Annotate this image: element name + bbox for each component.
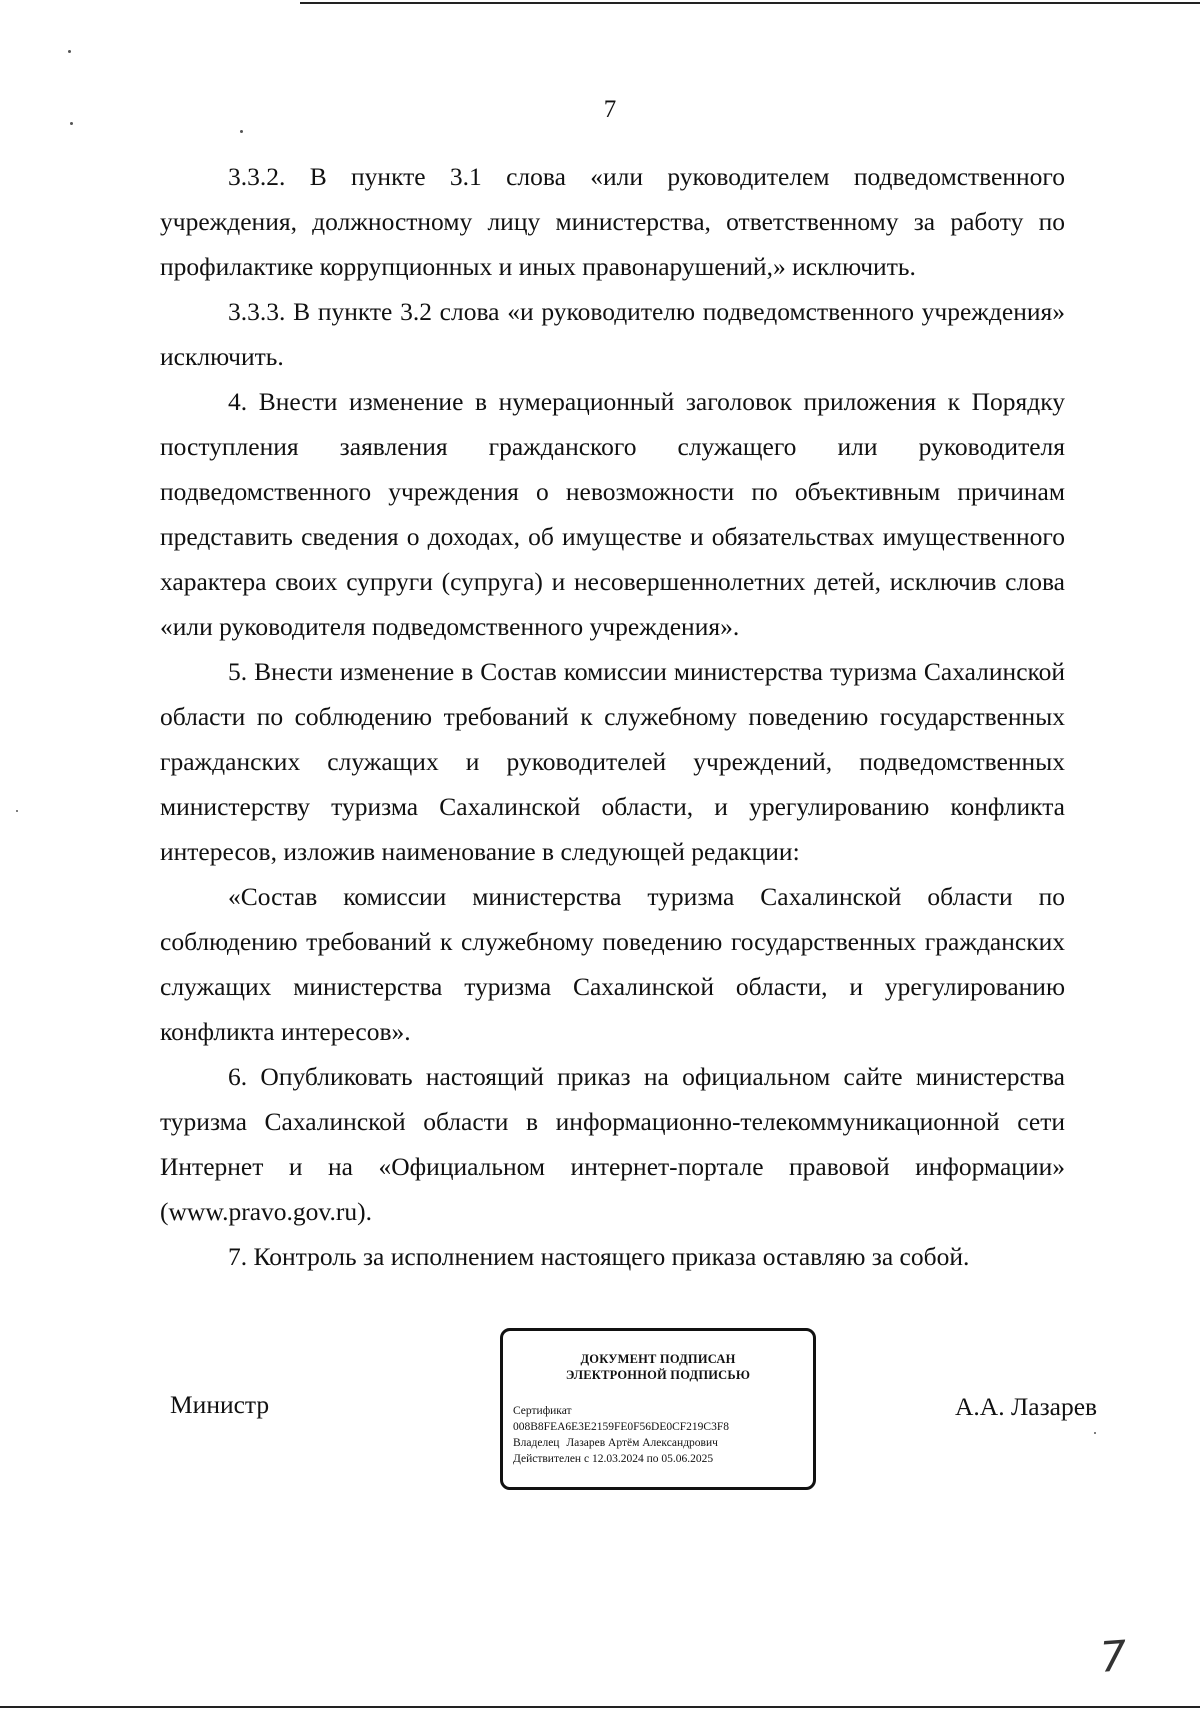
validity-row: Действителен с 12.03.2024 по 05.06.2025 <box>513 1453 714 1465</box>
stamp-details <box>513 1403 803 1467</box>
certificate-row <box>513 1403 803 1435</box>
certificate-value: 008B8FEA6E3E2159FE0F56DE0CF219C3F8 <box>513 1421 729 1433</box>
paragraph-3-3-3: 3.3.3. В пункте 3.2 слова «и руководителю подведомственного учреждения» исключить. <box>160 297 1065 371</box>
certificate-label: Сертификат <box>513 1405 572 1417</box>
paragraph-4: 4. Внести изменение в нумерационный заголовок приложения к Порядку поступления заявления гражданского служащего или руководителя подведомственного учреждения о невозможности по объективным причинам представить сведения о доходах, об имуществе и обязательствах имущественного характера своих супруги (супруга) и несовершеннолетних детей, исключив слова «или руководителя подведомственного учреждения». <box>160 387 1065 641</box>
signature-block <box>0 1328 1200 1488</box>
stamp-header-line-2: ЭЛЕКТРОННОЙ ПОДПИСЬЮ <box>565 1368 751 1382</box>
stamp-header <box>503 1351 813 1383</box>
paragraph-7: 7. Контроль за исполнением настоящего приказа оставляю за собой. <box>228 1242 970 1271</box>
signatory-name: А.А. Лазарев <box>955 1392 1098 1421</box>
owner-row <box>513 1435 803 1451</box>
page-number: 7 <box>603 96 617 123</box>
paragraph-5: 5. Внести изменение в Состав комиссии министерства туризма Сахалинской области по соблюдению требований к служебному поведению государственных гражданских служащих и руководителей учреждений, подведомственных министерству туризма Сахалинской области, и урегулированию конфликта интересов, изложив наименование в следующей редакции: <box>160 657 1065 866</box>
scan-speck <box>70 122 73 125</box>
paragraph-6: 6. Опубликовать настоящий приказ на официальном сайте министерства туризма Сахалинской области в информационно-телекоммуникационной сети Интернет и на «Официальном интернет-портале правовой информации» (www.pravo.gov.ru). <box>160 1062 1065 1226</box>
scan-speck <box>16 810 18 812</box>
electronic-signature-stamp <box>500 1328 816 1490</box>
scan-speck <box>1094 1432 1096 1434</box>
signatory-title: Министр <box>170 1390 270 1419</box>
paragraph-3-3-2: 3.3.2. В пункте 3.1 слова «или руководителем подведомственного учреждения, должностному лицу министерства, ответственному за работу по профилактике коррупционных и иных правонарушений,» исключить. <box>160 162 1065 281</box>
owner-value: Лазарев Артём Александрович <box>566 1437 718 1449</box>
bottom-edge-rule <box>0 1706 1200 1708</box>
scan-speck <box>240 130 243 133</box>
paragraph-5-quote: «Состав комиссии министерства туризма Сахалинской области по соблюдению требований к служебному поведению государственных гражданских служащих министерства туризма Сахалинской области, и урегулированию конфликта интересов». <box>160 882 1065 1046</box>
top-edge-rule <box>300 2 1200 4</box>
scan-speck <box>68 50 71 53</box>
owner-label: Владелец <box>513 1437 560 1449</box>
handwritten-page-number: 7 <box>1098 1631 1129 1682</box>
stamp-header-line-1: ДОКУМЕНТ ПОДПИСАН <box>580 1352 736 1366</box>
document-body <box>160 154 1065 1279</box>
